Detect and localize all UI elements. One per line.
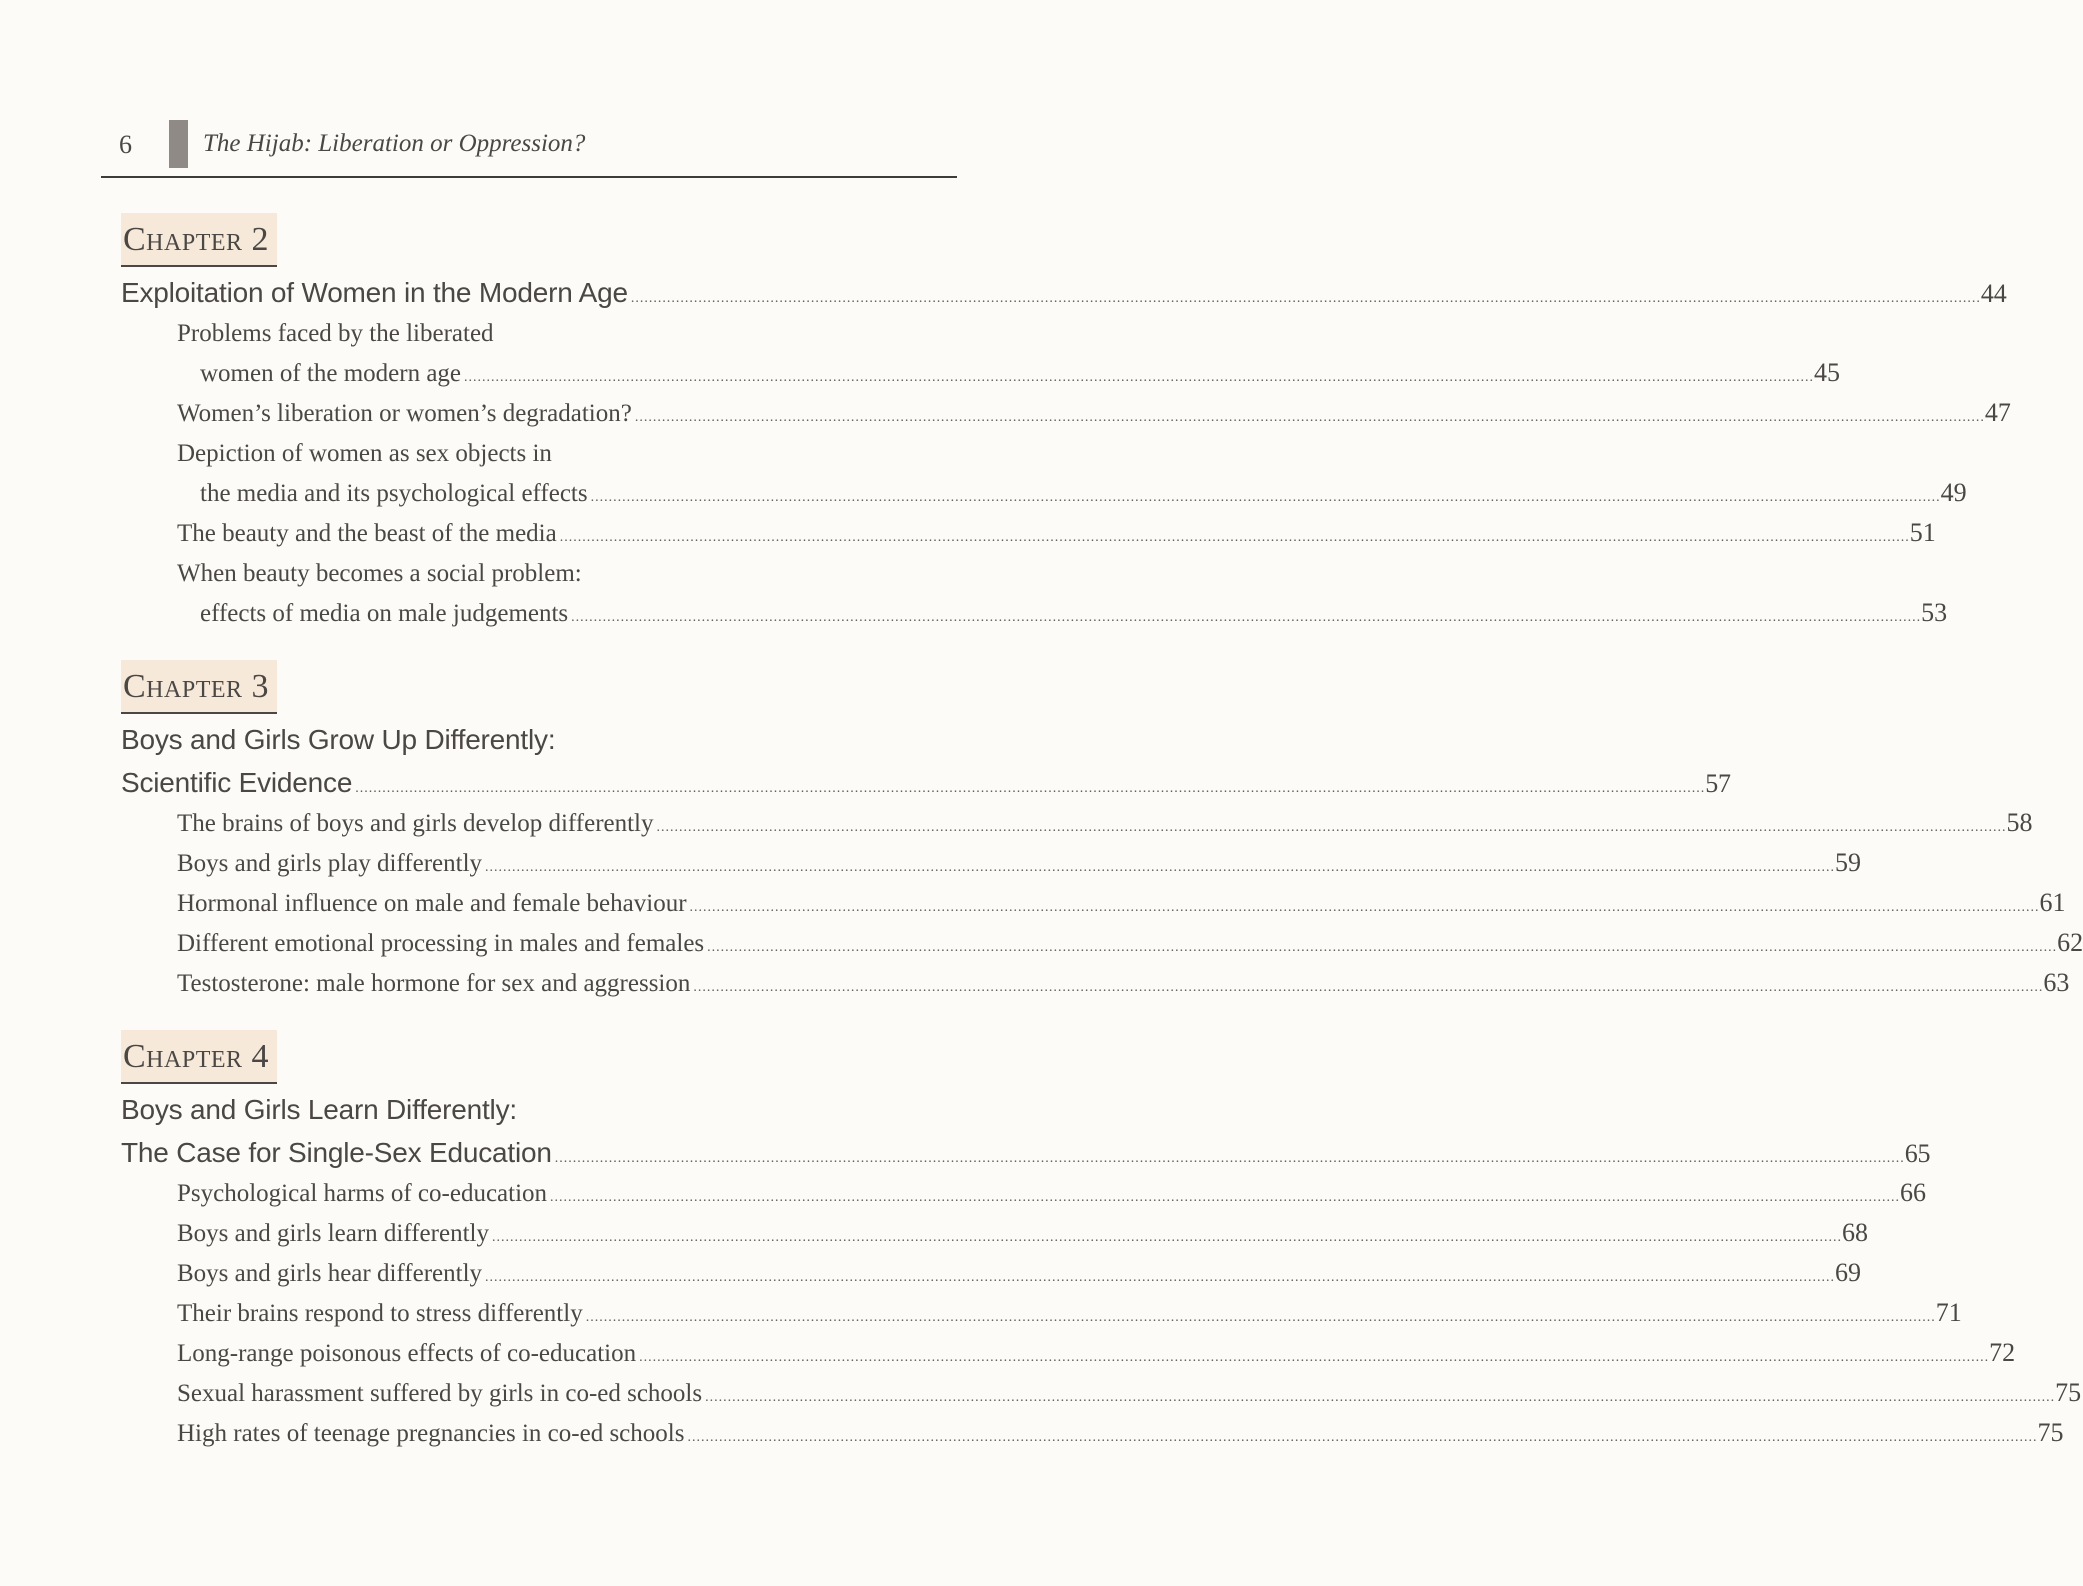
entry-page-number: 61 — [2039, 888, 2066, 917]
entry-page-number: 51 — [1909, 518, 1936, 547]
entry-page-number: 59 — [1835, 848, 1862, 877]
dot-leader: ............................................................................................................................................................................................................................................................................................................ — [634, 410, 1985, 425]
dot-leader: ............................................................................................................................................................................................................................................................................................................ — [693, 980, 2044, 995]
toc-entry-sub — [121, 924, 2083, 964]
toc-line — [121, 1088, 931, 1131]
toc-line — [121, 1374, 2082, 1414]
dot-leader: ............................................................................................................................................................................................................................................................................................................ — [485, 860, 1836, 875]
dot-leader: ............................................................................................................................................................................................................................................................................................................ — [585, 1310, 1936, 1325]
chapter-block — [121, 660, 2083, 1004]
entry-title: Scientific Evidence — [121, 767, 353, 798]
dot-leader: ............................................................................................................................................................................................................................................................................................................ — [491, 1230, 1842, 1245]
entry-page-number: 63 — [2043, 968, 2070, 997]
dot-leader: ............................................................................................................................................................................................................................................................................................................ — [571, 610, 1922, 625]
dot-leader: ............................................................................................................................................................................................................................................................................................................ — [485, 1270, 1836, 1285]
toc-entry-main — [121, 1088, 1931, 1174]
entry-title: Hormonal influence on male and female behaviour — [177, 890, 687, 917]
chapter-heading: Chapter 4 — [121, 1030, 277, 1084]
entry-page-number: 58 — [2006, 808, 2033, 837]
toc-line — [121, 594, 1948, 634]
toc-line — [121, 554, 931, 594]
toc-line — [121, 804, 2033, 844]
entry-title: Problems faced by the liberated — [177, 320, 494, 347]
chapter-entries — [121, 1088, 2082, 1454]
entry-page-number: 75 — [2055, 1378, 2082, 1407]
chapter-block — [121, 213, 2011, 634]
entry-page-number: 57 — [1705, 769, 1731, 798]
table-of-contents — [121, 213, 2083, 1480]
dot-leader: ............................................................................................................................................................................................................................................................................................................ — [630, 291, 1981, 306]
entry-title: Boys and Girls Learn Differently: — [121, 1094, 517, 1125]
toc-line — [121, 434, 931, 474]
entry-title: Sexual harassment suffered by girls in co-ed schools — [177, 1380, 703, 1407]
entry-page-number: 75 — [2037, 1418, 2064, 1447]
entry-title: The Case for Single-Sex Education — [121, 1137, 552, 1168]
toc-line — [121, 514, 1936, 554]
toc-line — [121, 271, 2007, 314]
entry-page-number: 65 — [1904, 1139, 1931, 1168]
dot-leader: ............................................................................................................................................................................................................................................................................................................ — [687, 1430, 2038, 1445]
entry-page-number: 66 — [1900, 1178, 1927, 1207]
entry-title: Depiction of women as sex objects in — [177, 440, 552, 467]
entry-page-number: 68 — [1841, 1218, 1868, 1247]
toc-entry-sub — [121, 844, 1862, 884]
entry-page-number: 49 — [1940, 478, 1967, 507]
toc-line — [121, 1414, 2064, 1454]
entry-title: Psychological harms of co-education — [177, 1180, 548, 1207]
dot-leader: ............................................................................................................................................................................................................................................................................................................ — [554, 1151, 1905, 1166]
toc-entry-sub — [121, 554, 1948, 634]
entry-title: Long-range poisonous effects of co-education — [177, 1340, 637, 1367]
entry-title: Boys and girls hear differently — [177, 1260, 483, 1287]
entry-page-number: 71 — [1935, 1298, 1962, 1327]
toc-entry-sub — [121, 1254, 1862, 1294]
toc-entry-sub — [121, 804, 2033, 844]
toc-entry-sub — [121, 964, 2070, 1004]
toc-line — [121, 314, 931, 354]
entry-title: Testosterone: male hormone for sex and aggression — [177, 970, 691, 997]
dot-leader: ............................................................................................................................................................................................................................................................................................................ — [550, 1190, 1901, 1205]
chapter-block — [121, 1030, 2082, 1454]
chapter-heading: Chapter 2 — [121, 213, 277, 267]
toc-line — [121, 1294, 1962, 1334]
chapter-entries — [121, 271, 2011, 634]
toc-line — [121, 354, 1841, 394]
toc-line — [121, 844, 1862, 884]
entry-page-number: 44 — [1980, 279, 2007, 308]
toc-line — [121, 394, 2011, 434]
toc-entry-main — [121, 271, 2007, 314]
toc-line — [121, 924, 2083, 964]
header-rule — [101, 176, 957, 178]
header-bar-ornament — [169, 120, 188, 168]
toc-entry-sub — [121, 1174, 1927, 1214]
entry-title: women of the modern age — [200, 360, 462, 387]
dot-leader: ............................................................................................................................................................................................................................................................................................................ — [639, 1350, 1990, 1365]
entry-page-number: 62 — [2057, 928, 2083, 957]
toc-line — [121, 1254, 1862, 1294]
entry-title: effects of media on male judgements — [200, 600, 569, 627]
toc-entry-sub — [121, 514, 1936, 554]
toc-line — [121, 761, 1731, 804]
toc-entry-sub — [121, 394, 2011, 434]
toc-line — [121, 474, 1967, 514]
entry-title: The beauty and the beast of the media — [177, 520, 557, 547]
toc-line — [121, 1334, 2016, 1374]
dot-leader: ............................................................................................................................................................................................................................................................................................................ — [590, 490, 1941, 505]
entry-title: The brains of boys and girls develop differently — [177, 810, 654, 837]
entry-page-number: 53 — [1921, 598, 1948, 627]
toc-line — [121, 718, 931, 761]
toc-entry-main — [121, 718, 1731, 804]
running-title: The Hijab: Liberation or Oppression? — [203, 130, 586, 157]
toc-line — [121, 884, 2066, 924]
entry-title: Boys and Girls Grow Up Differently: — [121, 724, 556, 755]
dot-leader: ............................................................................................................................................................................................................................................................................................................ — [464, 370, 1815, 385]
toc-line — [121, 1214, 1868, 1254]
toc-line — [121, 1174, 1927, 1214]
dot-leader: ............................................................................................................................................................................................................................................................................................................ — [355, 781, 1706, 796]
entry-page-number: 45 — [1814, 358, 1841, 387]
entry-title: Boys and girls learn differently — [177, 1220, 489, 1247]
toc-entry-sub — [121, 314, 1841, 394]
chapter-entries — [121, 718, 2083, 1004]
entry-title: Their brains respond to stress differently — [177, 1300, 583, 1327]
entry-title: the media and its psychological effects — [200, 480, 588, 507]
entry-title: High rates of teenage pregnancies in co-ed schools — [177, 1420, 685, 1447]
toc-entry-sub — [121, 884, 2066, 924]
entry-title: Exploitation of Women in the Modern Age — [121, 277, 628, 308]
toc-entry-sub — [121, 434, 1967, 514]
dot-leader: ............................................................................................................................................................................................................................................................................................................ — [656, 820, 2007, 835]
toc-entry-sub — [121, 1414, 2064, 1454]
toc-line — [121, 1131, 1931, 1174]
entry-page-number: 47 — [1984, 398, 2011, 427]
entry-page-number: 72 — [1989, 1338, 2016, 1367]
chapter-heading: Chapter 3 — [121, 660, 277, 714]
entry-title: Different emotional processing in males and females — [177, 930, 705, 957]
dot-leader: ............................................................................................................................................................................................................................................................................................................ — [705, 1390, 2056, 1405]
toc-entry-sub — [121, 1334, 2016, 1374]
dot-leader: ............................................................................................................................................................................................................................................................................................................ — [707, 940, 2058, 955]
dot-leader: ............................................................................................................................................................................................................................................................................................................ — [689, 900, 2040, 915]
toc-line — [121, 964, 2070, 1004]
entry-title: Women’s liberation or women’s degradation? — [177, 400, 632, 427]
toc-entry-sub — [121, 1214, 1868, 1254]
entry-title: Boys and girls play differently — [177, 850, 483, 877]
entry-page-number: 69 — [1835, 1258, 1862, 1287]
toc-entry-sub — [121, 1294, 1962, 1334]
dot-leader: ............................................................................................................................................................................................................................................................................................................ — [559, 530, 1910, 545]
toc-entry-sub — [121, 1374, 2082, 1414]
entry-title: When beauty becomes a social problem: — [177, 560, 582, 587]
page-number: 6 — [119, 130, 132, 159]
